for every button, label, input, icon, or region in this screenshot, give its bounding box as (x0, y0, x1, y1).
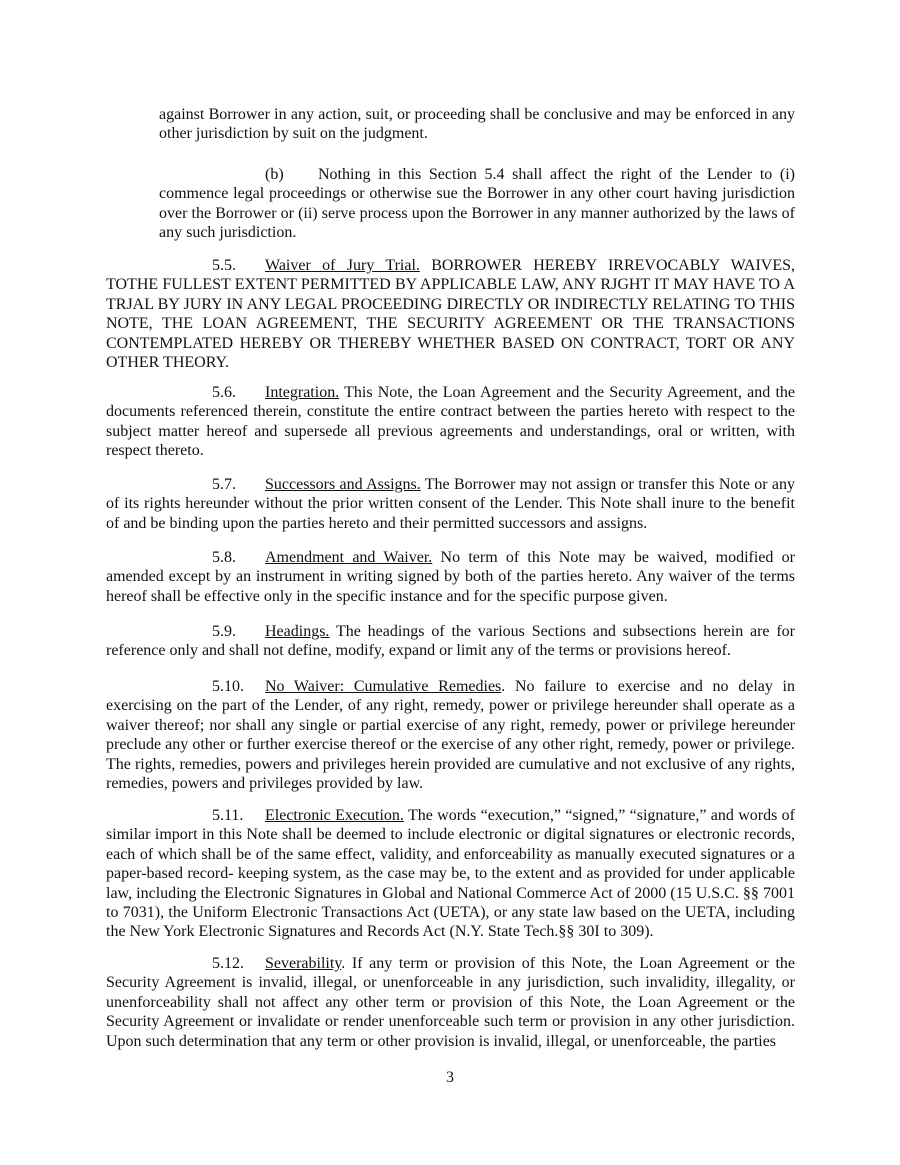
section-heading: Severability (265, 955, 342, 972)
section-5-7 (106, 475, 795, 533)
section-5-12 (106, 954, 795, 1051)
paragraph-text: No term of this Note may be waived, modified or amended except by an instrument in writing signed by both of the parties hereto. Any waiver of the terms hereof shall be effective only in the specific instance and for the specific purpose given. (106, 549, 795, 605)
section-number: 5.6. (212, 384, 236, 401)
section-heading: Waiver of Jury Trial. (265, 257, 420, 274)
section-5-10 (106, 677, 795, 793)
section-number: 5.11. (212, 807, 244, 824)
section-5-6 (106, 383, 795, 461)
section-number: 5.5. (212, 257, 236, 274)
paragraph-text: The words “execution,” “signed,” “signature,” and words of similar import in this Note shall be deemed to include electronic or digital signatures or electronic records, each of which shall be of the same effect, validity, and enforceability as manually executed signatures or a paper-based record- keeping system, as the case may be, to the extent and as provided for under applicable law, including the Electronic Signatures in Global and National Commerce Act of 2000 (15 U.S.C. §§ 7001 to 7031), the Uniform Electronic Transactions Act (UETA), or any state law based on the UETA, including the New York Electronic Signatures and Records Act (N.Y. State Tech.§§ 30I to 309). (106, 807, 795, 941)
section-heading: Headings. (265, 623, 330, 640)
paragraph-5-4-b (159, 165, 795, 243)
section-5-8 (106, 548, 795, 606)
section-heading: Electronic Execution. (265, 807, 404, 824)
section-heading: Amendment and Waiver. (265, 549, 433, 566)
paragraph-text: . If any term or provision of this Note, the Loan Agreement or the Security Agreement is invalid, illegal, or unenforceable in any jurisdiction, such invalidity, illegality, or unenforceability shall not affect any other term or provision of this Note, the Loan Agreement or the Security Agreement or invalidate or render unenforceable such term or provision in any other jurisdiction. Upon such determination that any term or other provision is invalid, illegal, or unenforceable, the parties (106, 955, 795, 1050)
section-number: 5.10. (212, 678, 244, 695)
paragraph-text: BORROWER HEREBY IRREVOCABLY WAIVES, TOTHE FULLEST EXTENT PERMITTED BY APPLICABLE LAW, ANY RJGHT IT MAY HAVE TO A TRJAL BY JURY IN ANY LEGAL PROCEEDING DIRECTLY OR INDIRECTLY RELATING TO THIS NOTE, THE LOAN AGREEMENT, THE SECURITY AGREEMENT OR THE TRANSACTIONS CONTEMPLATED HEREBY OR THEREBY WHETHER BASED ON CONTRACT, TORT OR ANY OTHER THEORY. (106, 257, 796, 372)
subsection-label: (b) (265, 166, 284, 183)
section-5-9 (106, 622, 795, 661)
section-heading: Successors and Assigns. (265, 476, 421, 493)
section-5-11 (106, 806, 795, 942)
section-number: 5.7. (212, 476, 236, 493)
section-heading: No Waiver: Cumulative Remedies (265, 678, 502, 695)
paragraph-text: . No failure to exercise and no delay in exercising on the part of the Lender, of any right, remedy, power or privilege hereunder shall operate as a waiver thereof; nor shall any single or partial exercise of any right, remedy, power or privilege hereunder preclude any other or further exercise thereof or the exercise of any other right, remedy, power or privilege. The rights, remedies, powers and privileges herein provided are cumulative and not exclusive of any rights, remedies, powers and privileges provided by law. (106, 678, 795, 793)
paragraph-text: Nothing in this Section 5.4 shall affect the right of the Lender to (i) commence legal proceedings or otherwise sue the Borrower in any other court having jurisdiction over the Borrower or (ii) serve process upon the Borrower in any manner authorized by the laws of any such jurisdiction. (159, 166, 795, 242)
section-number: 5.12. (212, 955, 244, 972)
section-5-5 (106, 256, 795, 372)
paragraph-5-4-a-continuation (159, 105, 795, 144)
paragraph-text: against Borrower in any action, suit, or proceeding shall be conclusive and may be enforced in any other jurisdiction by suit on the judgment. (159, 106, 795, 143)
section-number: 5.9. (212, 623, 236, 640)
paragraph-text: The headings of the various Sections and subsections herein are for reference only and shall not define, modify, expand or limit any of the terms or provisions hereof. (106, 623, 795, 660)
paragraph-text: This Note, the Loan Agreement and the Security Agreement, and the documents referenced therein, constitute the entire contract between the parties hereto with respect to the subject matter hereof and supersede all previous agreements and understandings, oral or written, with respect thereto. (106, 384, 795, 460)
section-number: 5.8. (212, 549, 236, 566)
page-number: 3 (446, 1069, 454, 1086)
section-heading: Integration. (265, 384, 340, 401)
paragraph-text: The Borrower may not assign or transfer this Note or any of its rights hereunder without the prior written consent of the Lender. This Note shall inure to the benefit of and be binding upon the parties hereto and their permitted successors and assigns. (106, 476, 795, 532)
